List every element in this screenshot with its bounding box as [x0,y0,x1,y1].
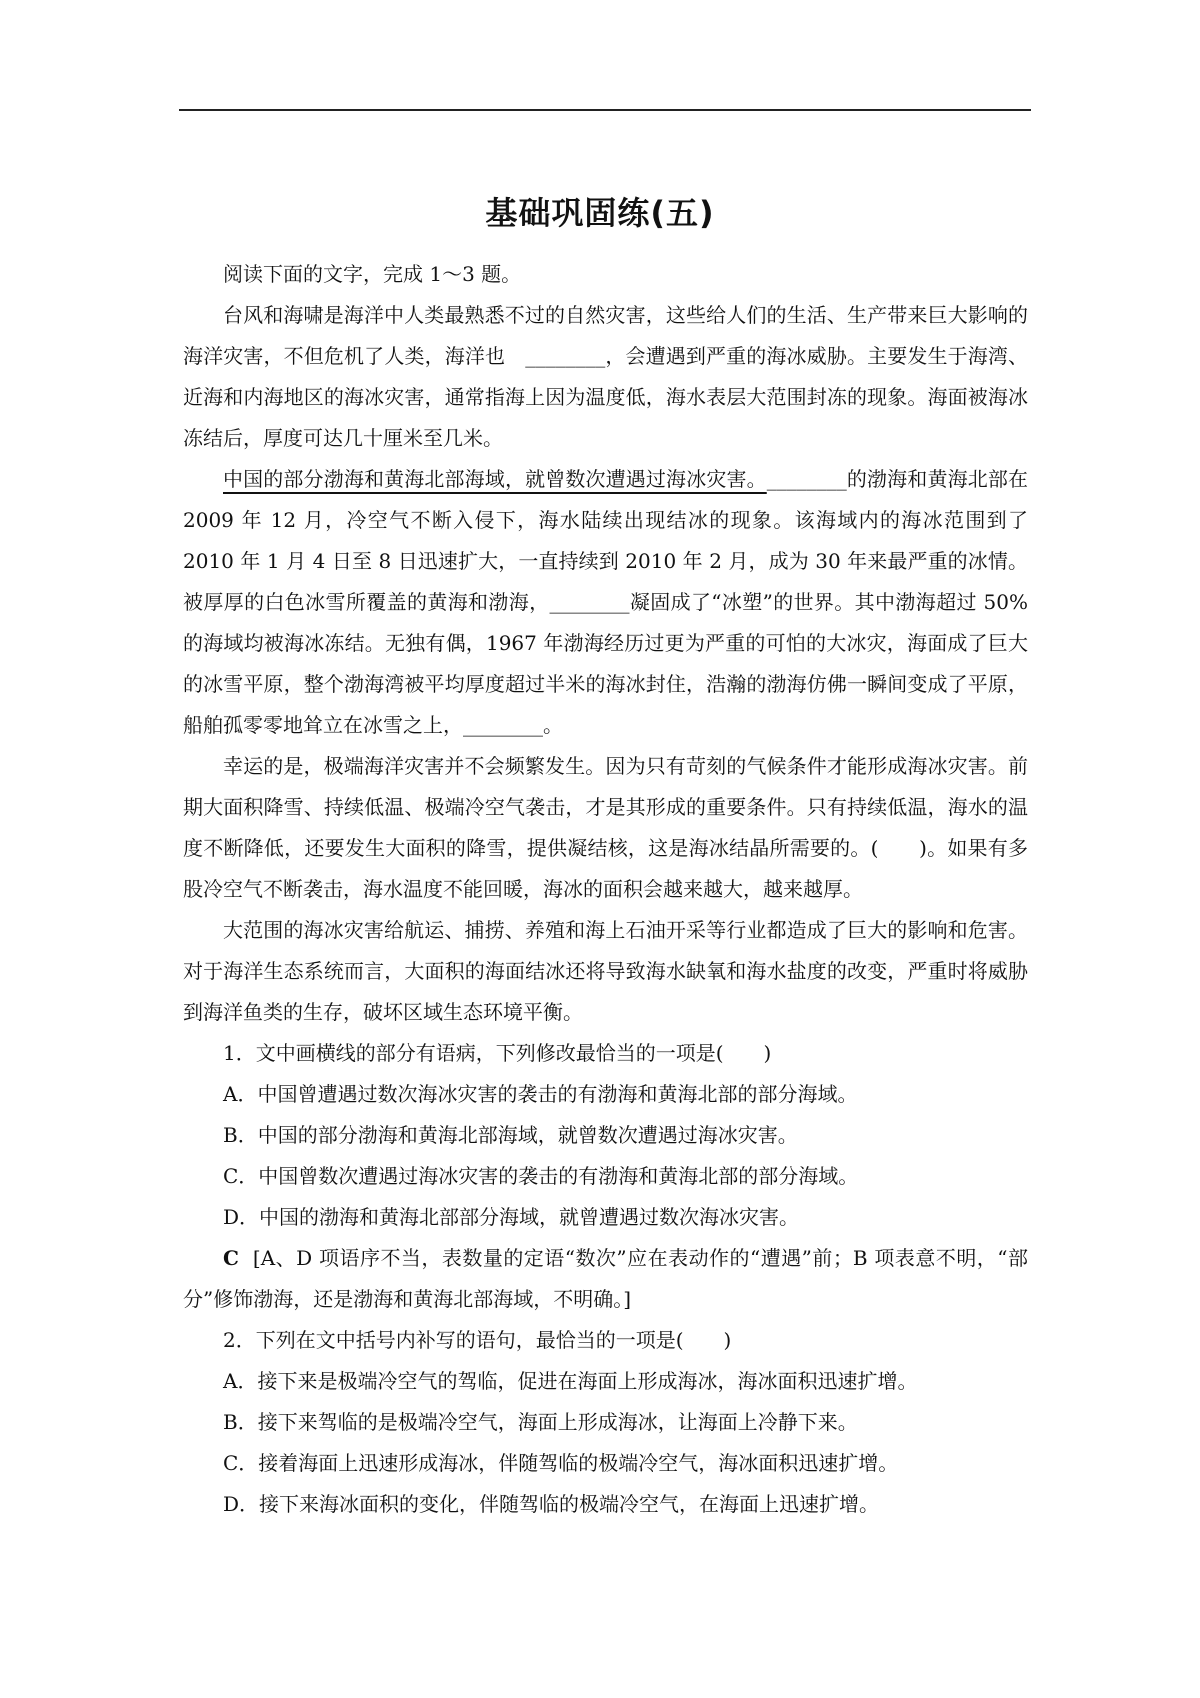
question-stem: 1．文中画横线的部分有语病，下列修改最恰当的一项是( ) [223,1041,772,1065]
passage-paragraph-4: 大范围的海冰灾害给航运、捕捞、养殖和海上石油开采等行业都造成了巨大的影响和危害。对于海洋生态系统而言，大面积的海面结冰还将导致海水缺氧和海水盐度的改变，严重时将威胁到海洋鱼类的生存，破坏区域生态环境平衡。 [183,918,1028,1024]
answer-text: [A、D 项语序不当，表数量的定语“数次”应在表动作的“遭遇”前；B 项表意不明，“部分”修饰渤海，还是渤海和黄海北部海域，不明确。] [183,1246,1028,1311]
option-a: A．中国曾遭遇过数次海冰灾害的袭击的有渤海和黄海北部的部分海域。 [223,1082,858,1106]
question-stem: 2．下列在文中括号内补写的语句，最恰当的一项是( ) [223,1328,732,1352]
passage-paragraph-2 [183,459,1028,746]
option-c: C．中国曾数次遭遇过海冰灾害的袭击的有渤海和黄海北部的部分海域。 [223,1164,859,1188]
question-1 [183,1033,1028,1320]
option-c: C．接着海面上迅速形成海冰，伴随驾临的极端冷空气，海冰面积迅速扩增。 [223,1451,899,1475]
passage-paragraph-2-rest: ________的渤海和黄海北部在 2009 年 12 月，冷空气不断入侵下，海水陆续出现结冰的现象。该海域内的海冰范围到了 2010 年 1 月 4 日至 8 日迅速扩大，一直持续到 2010 年 2 月，成为 30 年来最严重的冰情。被厚厚的白色冰雪所覆盖的黄海和渤海，________凝固成了“冰塑”的世界。其中渤海超过 50%的海域均被海冰冻结。无独有偶，1967 年渤海经历过更为严重的可怕的大冰灾，海面成了巨大的冰雪平原，整个渤海湾被平均厚度超过半米的海冰封住，浩瀚的渤海仿佛一瞬间变成了平原，船舶孤零零地耸立在冰雪之上，________。 [183,467,1028,737]
option-d: D．中国的渤海和黄海北部部分海域，就曾遭遇过数次海冰灾害。 [223,1205,800,1229]
option-b: B．中国的部分渤海和黄海北部海域，就曾数次遭遇过海冰灾害。 [223,1123,798,1147]
passage-paragraph-3: 幸运的是，极端海洋灾害并不会频繁发生。因为只有苛刻的气候条件才能形成海冰灾害。前期大面积降雪、持续低温、极端冷空气袭击，才是其形成的重要条件。只有持续低温，海水的温度不断降低，还要发生大面积的降雪，提供凝结核，这是海冰结晶所需要的。( )。如果有多股冷空气不断袭击，海水温度不能回暖，海冰的面积会越来越大，越来越厚。 [183,754,1028,901]
answer-explanation [183,1238,1028,1320]
underlined-sentence: 中国的部分渤海和黄海北部海域，就曾数次遭遇过海冰灾害。 [223,467,767,491]
document-body [183,254,1028,1525]
page-title: 基础巩固练(五) [485,194,715,232]
option-d: D．接下来海冰面积的变化，伴随驾临的极端冷空气，在海面上迅速扩增。 [223,1492,880,1516]
header-rule [179,109,1031,111]
answer-letter: C [223,1246,239,1270]
question-2 [183,1320,1028,1525]
option-b: B．接下来驾临的是极端冷空气，海面上形成海冰，让海面上冷静下来。 [223,1410,858,1434]
option-a: A．接下来是极端冷空气的驾临，促进在海面上形成海冰，海冰面积迅速扩增。 [223,1369,918,1393]
reading-instruction: 阅读下面的文字，完成 1～3 题。 [223,262,522,286]
passage-paragraph-1: 台风和海啸是海洋中人类最熟悉不过的自然灾害，这些给人们的生活、生产带来巨大影响的海洋灾害，不但危机了人类，海洋也 ________，会遭遇到严重的海冰威胁。主要发生于海湾、近海和内海地区的海冰灾害，通常指海上因为温度低，海水表层大范围封冻的现象。海面被海冰冻结后，厚度可达几十厘米至几米。 [183,303,1028,450]
